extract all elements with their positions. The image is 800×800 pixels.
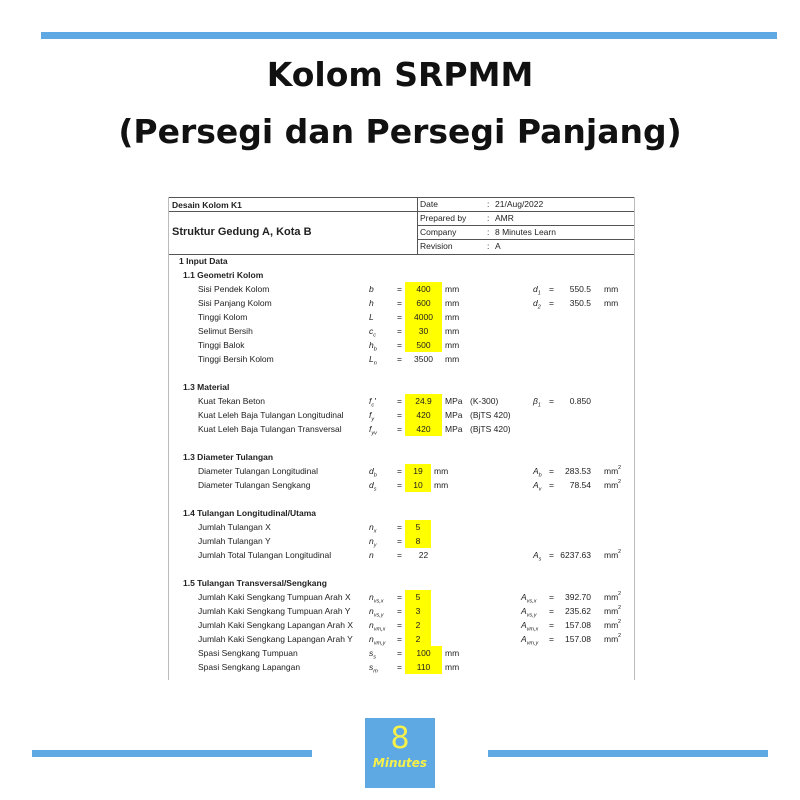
table-row [169,520,634,534]
unit-exponent: 2 [618,465,622,471]
param-unit: mm [445,326,460,336]
param-label: Jumlah Kaki Sengkang Tumpuan Arah X [198,592,351,602]
8-minutes-logo [365,718,435,788]
table-row [169,310,634,324]
result-symbol [533,464,542,478]
param-label: Jumlah Kaki Sengkang Lapangan Arah X [198,620,354,630]
header-field-value: 8 Minutes Learn [495,227,556,237]
symbol-main: L [369,354,374,364]
param-symbol [369,646,376,660]
symbol-main: f [369,396,372,406]
param-value: 4000 [414,312,433,322]
equals-sign: = [397,410,402,420]
table-row [169,604,634,618]
param-value: 5 [415,592,421,602]
param-value: 10 [413,480,423,490]
equals-sign: = [397,340,402,350]
symbol-main: n [369,536,374,546]
result-value: 350.5 [569,298,591,308]
symbol-main: β [533,396,538,406]
symbol-sub: y [371,416,375,423]
param-note: (BjTS 420) [470,410,511,420]
table-row [169,548,634,562]
param-unit: mm [434,466,449,476]
param-symbol [369,548,374,562]
header-field-value: 21/Aug/2022 [495,199,544,209]
param-symbol [369,478,376,492]
result-unit: mm [604,620,619,630]
bottom-right-bar [488,750,768,757]
top-accent-bar [41,32,777,39]
table-row [169,534,634,548]
symbol-sub: vm,x [526,626,539,633]
symbol-main: d [369,480,374,490]
symbol-prime: ' [374,396,376,406]
symbol-sub: s [373,654,376,661]
param-value: 2 [415,620,421,630]
result-symbol [521,618,538,632]
logo-word: Minutes [372,756,428,770]
header-field-label: Revision [420,241,453,251]
symbol-main: n [369,606,374,616]
param-label: Diameter Tulangan Sengkang [198,480,311,490]
result-value: 235.62 [565,606,591,616]
param-symbol [369,660,378,674]
param-label: Sisi Panjang Kolom [198,298,272,308]
symbol-sub: s [373,486,377,493]
param-label: Jumlah Tulangan X [198,522,271,532]
symbol-sub: vs,y [373,612,384,619]
table-row [169,394,634,408]
param-unit: mm [445,284,460,294]
param-label: Kuat Leleh Baja Tulangan Longitudinal [198,410,344,420]
param-unit: mm [445,648,460,658]
param-label: Spasi Sengkang Lapangan [198,662,301,672]
result-value: 78.54 [569,480,591,490]
table-row [169,478,634,492]
unit-exponent: 2 [618,591,622,597]
equals-sign: = [549,480,554,490]
equals-sign: = [549,606,554,616]
equals-sign: = [397,634,402,644]
symbol-main: A [521,634,527,644]
header-field-colon: : [487,227,490,237]
equals-sign: = [397,648,402,658]
param-value: 22 [418,550,429,560]
equals-sign: = [397,536,402,546]
symbol-sub: 2 [537,304,541,311]
page-title-line1: Kolom SRPMM [266,55,534,94]
param-note: (K-300) [470,396,499,406]
unit-exponent: 2 [618,633,622,639]
equals-sign: = [549,298,554,308]
symbol-sub: b [373,472,377,479]
result-value: 283.53 [565,466,591,476]
symbol-main: n [369,592,374,602]
result-unit: mm [604,480,619,490]
project-name: Struktur Gedung A, Kota B [172,226,312,238]
symbol-sub: c [373,332,376,339]
unit-exponent: 2 [618,549,622,555]
symbol-main: d [533,298,538,308]
equals-sign: = [549,592,554,602]
result-unit: mm [604,634,619,644]
param-label: Diameter Tulangan Longitudinal [198,466,319,476]
param-symbol [369,632,385,646]
param-value: 500 [416,340,431,350]
result-value: 392.70 [565,592,591,602]
unit-exponent: 2 [618,619,622,625]
symbol-sub: s [538,556,542,563]
symbol-main: s [369,662,374,672]
param-symbol [369,618,385,632]
param-value: 5 [415,522,421,532]
table-row [169,282,634,296]
equals-sign: = [549,284,554,294]
bottom-left-bar [32,750,312,757]
symbol-main: f [369,424,372,434]
table-row [169,618,634,632]
result-value: 157.08 [565,634,591,644]
param-value: 24.9 [415,396,432,406]
equals-sign: = [397,550,402,560]
symbol-main: n [369,550,374,560]
equals-sign: = [397,466,402,476]
design-sheet [168,197,635,680]
table-row [169,352,634,366]
symbol-sub: c [371,402,375,409]
equals-sign: = [549,466,554,476]
symbol-main: n [369,620,374,630]
param-unit: mm [445,340,460,350]
symbol-sub: x [373,528,377,535]
symbol-sub: n [373,360,377,367]
param-label: Kuat Leleh Baja Tulangan Transversal [198,424,342,434]
param-label: Jumlah Kaki Sengkang Lapangan Arah Y [198,634,353,644]
logo-digit: 8 [390,721,410,756]
equals-sign: = [397,312,402,322]
symbol-sub: m [373,668,378,675]
symbol-sub: vs,x [373,598,384,605]
param-label: Sisi Pendek Kolom [198,284,270,294]
param-value: 110 [416,662,431,672]
equals-sign: = [397,522,402,532]
param-value: 8 [415,536,421,546]
result-unit: mm [604,550,619,560]
param-unit: MPa [445,396,463,406]
symbol-main: n [369,522,374,532]
result-unit: mm [604,284,619,294]
symbol-sub: y [373,542,377,549]
param-value: 3500 [414,354,433,364]
equals-sign: = [397,592,402,602]
result-symbol [521,604,536,618]
symbol-sub: vs,x [526,598,537,605]
param-value: 2 [415,634,421,644]
symbol-main: A [521,592,527,602]
symbol-main: A [533,466,539,476]
table-row [169,296,634,310]
result-unit: mm [604,592,619,602]
equals-sign: = [397,480,402,490]
table-row [169,422,634,436]
header-field-value: A [495,241,501,251]
param-unit: mm [445,662,460,672]
param-unit: mm [445,354,460,364]
equals-sign: = [397,396,402,406]
symbol-main: h [369,340,374,350]
result-unit: mm [604,606,619,616]
param-unit: MPa [445,410,463,420]
param-symbol [369,352,377,366]
param-symbol [369,534,376,548]
section-heading: 1.1 Geometri Kolom [183,270,264,280]
param-symbol [369,464,377,478]
result-symbol [533,394,541,408]
unit-exponent: 2 [618,605,622,611]
header-field-colon: : [487,199,490,209]
param-unit: mm [434,480,449,490]
param-unit: MPa [445,424,463,434]
table-row [169,632,634,646]
table-row [169,590,634,604]
table-row [169,338,634,352]
param-label: Spasi Sengkang Tumpuan [198,648,298,658]
symbol-sub: 1 [537,290,541,297]
symbol-main: d [369,466,374,476]
result-unit: mm [604,466,619,476]
param-label: Tinggi Bersih Kolom [198,354,274,364]
param-symbol [369,282,374,296]
symbol-sub: vm,y [526,640,539,647]
equals-sign: = [397,354,402,364]
symbol-sub: b [373,346,377,353]
result-symbol [521,632,538,646]
param-label: Kuat Tekan Beton [198,396,265,406]
param-symbol [369,394,376,408]
result-value: 157.08 [565,620,591,630]
symbol-sub: b [538,472,542,479]
param-value: 420 [416,410,431,420]
symbol-main: d [533,284,538,294]
table-row [169,646,634,660]
result-symbol [533,296,541,310]
param-value: 30 [418,326,429,336]
symbol-main: n [369,634,374,644]
equals-sign: = [549,634,554,644]
table-row [169,660,634,674]
result-value: 550.5 [569,284,591,294]
equals-sign: = [549,620,554,630]
symbol-sub: vm,x [373,626,386,633]
section-heading: 1.3 Diameter Tulangan [183,452,274,462]
symbol-main: b [369,284,374,294]
param-label: Tinggi Kolom [198,312,248,322]
equals-sign: = [397,284,402,294]
param-symbol [369,604,384,618]
symbol-sub: vm,y [373,640,386,647]
result-symbol [533,282,541,296]
result-symbol [533,548,541,562]
param-label: Jumlah Kaki Sengkang Tumpuan Arah Y [198,606,351,616]
section-heading: 1 Input Data [179,256,228,266]
symbol-main: s [369,648,374,658]
symbol-main: h [369,298,374,308]
result-symbol [521,590,536,604]
symbol-sub: yv [371,430,377,437]
param-symbol [369,422,377,436]
equals-sign: = [397,326,402,336]
param-value: 3 [415,606,421,616]
param-symbol [369,310,374,324]
equals-sign: = [397,620,402,630]
param-symbol [369,324,376,338]
unit-exponent: 2 [618,479,622,485]
sheet-header [169,197,634,255]
result-value: 6237.63 [560,550,591,560]
symbol-main: A [533,550,539,560]
design-name: Desain Kolom K1 [172,200,242,210]
symbol-sub: v [538,486,542,493]
param-value: 420 [416,424,431,434]
header-field-label: Company [420,227,457,237]
symbol-main: f [369,410,372,420]
param-label: Jumlah Total Tulangan Longitudinal [198,550,332,560]
symbol-main: A [533,480,539,490]
param-symbol [369,520,376,534]
param-value: 600 [416,298,431,308]
equals-sign: = [397,606,402,616]
table-row [169,324,634,338]
symbol-main: A [521,606,527,616]
param-value: 19 [413,466,423,476]
section-heading: 1.5 Tulangan Transversal/Sengkang [183,578,327,588]
param-symbol [369,296,374,310]
table-row [169,464,634,478]
equals-sign: = [549,550,554,560]
result-symbol [533,478,541,492]
equals-sign: = [397,424,402,434]
symbol-sub: vs,y [526,612,537,619]
header-field-colon: : [487,213,490,223]
param-symbol [369,408,374,422]
table-row [169,408,634,422]
equals-sign: = [397,662,402,672]
result-unit: mm [604,298,619,308]
param-value: 400 [416,284,431,294]
param-label: Selimut Bersih [198,326,253,336]
header-field-label: Date [420,199,438,209]
param-symbol [369,590,384,604]
result-value: 0.850 [569,396,591,406]
param-unit: mm [445,298,460,308]
header-field-colon: : [487,241,490,251]
param-label: Jumlah Tulangan Y [198,536,271,546]
param-symbol [369,338,377,352]
section-heading: 1.4 Tulangan Longitudinal/Utama [183,508,317,518]
header-field-value: AMR [495,213,514,223]
page-title-line2: (Persegi dan Persegi Panjang) [118,112,682,151]
header-field-label: Prepared by [420,213,467,223]
symbol-main: L [369,312,374,322]
param-value: 100 [416,648,431,658]
symbol-sub: 1 [537,402,541,409]
equals-sign: = [549,396,554,406]
equals-sign: = [397,298,402,308]
param-label: Tinggi Balok [198,340,245,350]
symbol-main: c [369,326,374,336]
section-heading: 1.3 Material [183,382,230,392]
param-note: (BjTS 420) [470,424,511,434]
symbol-main: A [521,620,527,630]
param-unit: mm [445,312,460,322]
